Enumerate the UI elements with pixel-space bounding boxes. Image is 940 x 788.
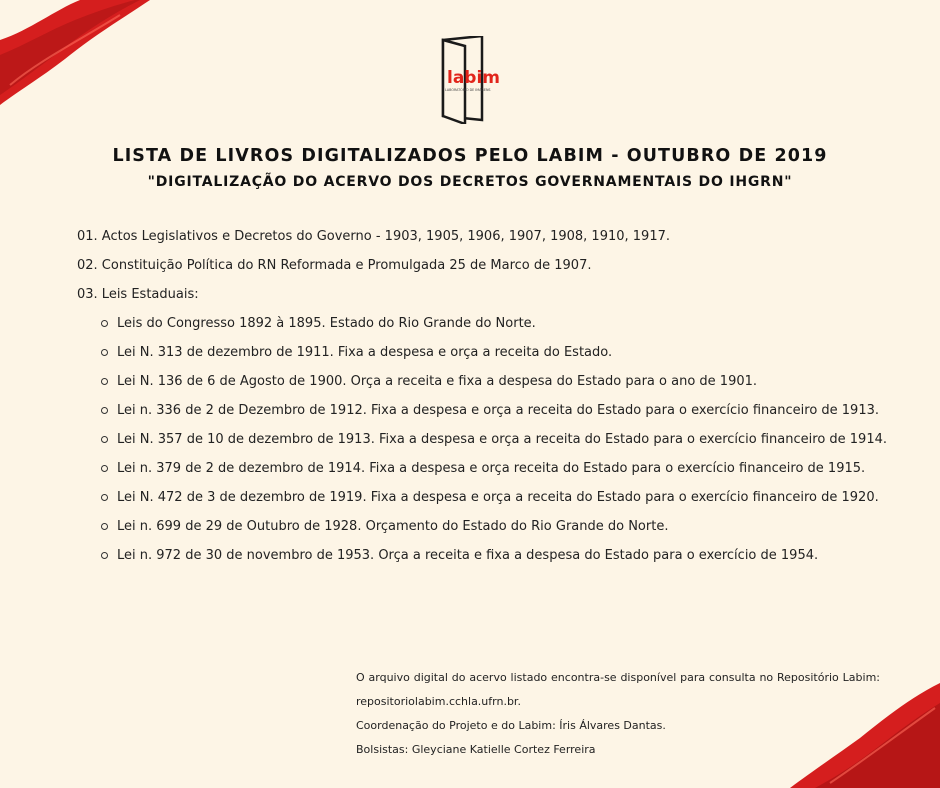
law-item: Lei n. 699 de 29 de Outubro de 1928. Orçamento do Estado do Rio Grande do Norte. xyxy=(101,512,892,541)
law-item: Lei N. 357 de 10 de dezembro de 1913. Fixa a despesa e orça a receita do Estado para o exercício financeiro de 1914. xyxy=(101,425,892,454)
law-item: Leis do Congresso 1892 à 1895. Estado do Rio Grande do Norte. xyxy=(101,309,892,338)
law-item: Lei n. 972 de 30 de novembro de 1953. Orça a receita e fixa a despesa do Estado para o exercício de 1954. xyxy=(101,541,892,570)
state-laws-list xyxy=(77,309,892,570)
law-item: Lei N. 472 de 3 de dezembro de 1919. Fixa a despesa e orça a receita do Estado para o exercício financeiro de 1920. xyxy=(101,483,892,512)
availability-note: O arquivo digital do acervo listado encontra-se disponível para consulta no Repositório Labim: repositoriolabim.cchla.ufrn.br. xyxy=(356,671,880,708)
book-list xyxy=(77,222,892,570)
footer-notes xyxy=(356,666,880,762)
coordination-note: Coordenação do Projeto e do Labim: Íris Álvares Dantas. xyxy=(356,719,666,732)
page-subtitle: "DIGITALIZAÇÃO DO ACERVO DOS DECRETOS GOVERNAMENTAIS DO IHGRN" xyxy=(147,174,793,190)
labim-logo xyxy=(437,36,517,124)
list-item: 03. Leis Estaduais: xyxy=(77,287,199,302)
red-brush-stroke-top-left xyxy=(0,0,150,110)
list-item: 02. Constituição Política do RN Reformada e Promulgada 25 de Marco de 1907. xyxy=(77,258,592,273)
law-item: Lei n. 336 de 2 de Dezembro de 1912. Fixa a despesa e orça a receita do Estado para o exercício financeiro de 1913. xyxy=(101,396,892,425)
law-item: Lei N. 313 de dezembro de 1911. Fixa a despesa e orça a receita do Estado. xyxy=(101,338,892,367)
law-item: Lei N. 136 de 6 de Agosto de 1900. Orça a receita e fixa a despesa do Estado para o ano de 1901. xyxy=(101,367,892,396)
svg-text:LABORATÓRIO DE IMAGENS: LABORATÓRIO DE IMAGENS xyxy=(445,88,491,92)
page-title: LISTA DE LIVROS DIGITALIZADOS PELO LABIM - OUTUBRO DE 2019 xyxy=(112,146,828,166)
scholars-note: Bolsistas: Gleyciane Katielle Cortez Ferreira xyxy=(356,743,596,756)
svg-text:labim: labim xyxy=(447,68,501,88)
law-item: Lei n. 379 de 2 de dezembro de 1914. Fixa a despesa e orça receita do Estado para o exercício financeiro de 1915. xyxy=(101,454,892,483)
list-item: 01. Actos Legislativos e Decretos do Governo - 1903, 1905, 1906, 1907, 1908, 1910, 1917. xyxy=(77,229,670,244)
